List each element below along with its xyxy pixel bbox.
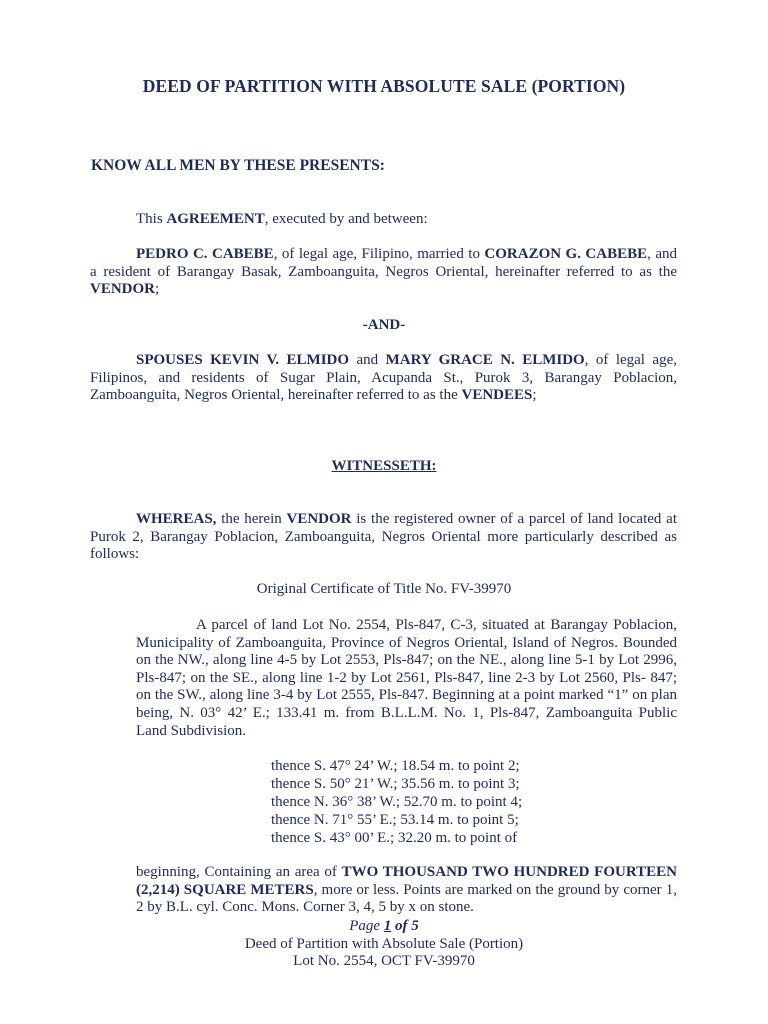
thence-line: thence S. 47° 24’ W.; 18.54 m. to point 2; [271,758,520,774]
beginning-text1: beginning, Containing an area of [136,864,342,880]
vendor-paragraph [90,246,677,299]
page-footer [0,918,768,971]
whereas-lead: WHEREAS, [136,511,217,527]
vendor-name: PEDRO C. CABEBE [136,246,274,262]
vendees-name1: SPOUSES KEVIN V. ELMIDO [136,352,350,368]
vendees-end: ; [532,387,537,404]
page-word: Page [349,918,384,934]
page-number-line [0,918,768,936]
spouse-name: CORAZON G. CABEBE [484,246,648,262]
vendor-text2: , and a resident of Barangay Basak, Zamboanguita, Negros Oriental, hereinafter referred to as the [90,246,677,280]
thence-line: thence S. 43° 00’ E.; 32.20 m. to point of [271,830,518,846]
of-word: of [391,918,412,934]
parcel-description: A parcel of land Lot No. 2554, Pls-847, C-3, situated at Barangay Poblacion, Municipality of Zamboanguita, Province of Negros Oriental, Island of Negros. Bounded on the NW., along line 4-5 by Lot 2553, Pls-847; on the NE., along line 5-1 by Lot 2996, Pls-847; on the SE., along line 1-2 by Lot 2561, Pls-847, line 2-3 by Lot 2560, Pls- 847; on the SW., along line 3-4 by Lot 2555, Pls-847. Beginning at a point marked “1” on plan being, N. 03° 42’ E.; 133.41 m. from B.L.L.M. No. 1, Pls-847, Zamboanguita Public Land Subdivision. [136,617,677,739]
page-total: 5 [411,918,419,934]
agreement-pre: This [136,211,167,227]
footer-lot-ref: Lot No. 2554, OCT FV-39970 [293,953,475,970]
witnesseth-wrap [0,458,768,476]
thence-line: thence N. 71° 55’ E.; 53.14 m. to point 5; [271,812,519,828]
beginning-paragraph [136,864,677,917]
and-separator: -AND- [362,317,406,333]
whereas-text1: the herein [216,511,287,527]
agreement-bold: AGREEMENT [166,211,265,227]
beginning-text2: , more or less. Points are marked on the ground by corner 1, 2 by B.L. cyl. Conc. Mons. Corner 3, 4, 5 by x on stone. [136,881,677,916]
technical-description-list [271,758,522,848]
document-title: DEED OF PARTITION WITH ABSOLUTE SALE (PORTION) [142,76,626,96]
vendees-role: VENDEES [461,387,533,404]
footer-doc-title: Deed of Partition with Absolute Sale (Portion) [244,935,524,952]
vendees-text1: and [349,352,386,368]
whereas-role: VENDOR [286,511,352,527]
witnesseth-heading: WITNESSETH: [331,458,437,474]
page-number: 1 [383,918,392,934]
vendees-name2: MARY GRACE N. ELMIDO [385,352,585,368]
thence-line: thence N. 36° 38’ W.; 52.70 m. to point 4; [271,794,523,810]
vendees-text2: , of legal age, Filipinos, and residents of Sugar Plain, Acupanda St., Purok 3, Barangay Poblacion, Zamboanguita, Negros Oriental, hereinafter referred to as the [90,352,677,404]
agreement-post: , executed by and between: [264,211,428,227]
oct-label: Original Certificate of Title No. FV-39970 [256,581,512,597]
vendor-text1: , of legal age, Filipino, married to [273,246,485,262]
whereas-paragraph [90,511,677,564]
agreement-line [136,211,428,229]
vendees-paragraph [90,352,677,405]
know-all-men-heading: KNOW ALL MEN BY THESE PRESENTS: [91,157,385,174]
area-bold: TWO THOUSAND TWO HUNDRED FOURTEEN (2,214) SQUARE METERS [136,864,677,898]
vendor-role: VENDOR [90,281,156,298]
vendor-end: ; [155,281,160,298]
whereas-text2: is the registered owner of a parcel of land located at Purok 2, Barangay Poblacion, Zamboanguita, Negros Oriental more particularly described as follows: [90,511,677,563]
thence-line: thence S. 50° 21’ W.; 35.56 m. to point 3; [271,776,520,792]
